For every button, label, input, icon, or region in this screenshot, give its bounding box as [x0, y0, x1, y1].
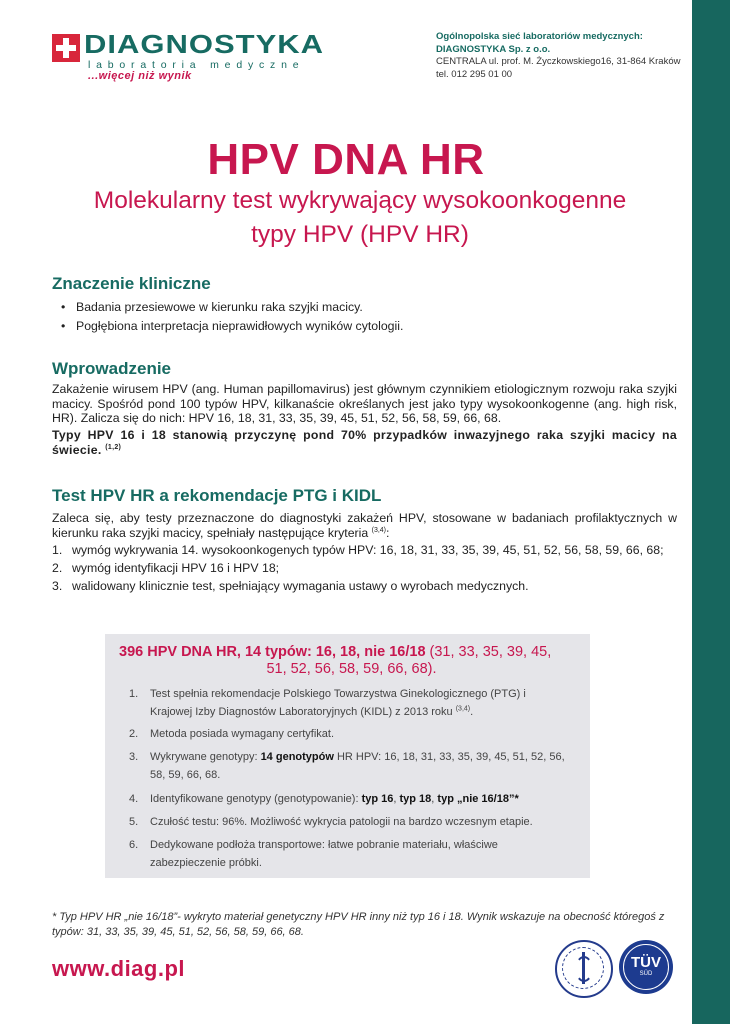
item-post: HR HPV: 16, 18, 31, 33, 35, 39, 45, 51, 52, 56, 58, 59, 66, 68.	[150, 751, 565, 781]
list-item	[129, 837, 565, 872]
tuv-label: TÜV	[631, 954, 661, 971]
box-heading	[119, 643, 584, 661]
list-item	[61, 316, 404, 336]
contact-phone: tel. 012 295 01 00	[436, 68, 513, 80]
item-text: wymóg wykrywania 14. wysokoonkogenych typów HPV: 16, 18, 31, 33, 35, 39, 45, 51, 52, 56, 58, 59, 66, 68;	[72, 543, 664, 557]
bullet-text: Pogłębiona interpretacja nieprawidłowych wyników cytologii.	[76, 319, 404, 333]
logo-tagline: ...więcej niż wynik	[88, 70, 192, 82]
list-item	[129, 814, 565, 832]
page-subtitle	[60, 184, 660, 252]
list-item	[129, 749, 565, 784]
subtitle-line-1: Molekularny test wykrywający wysokoonkogenne	[93, 187, 627, 214]
item-text: Dedykowane podłoża transportowe: łatwe pobranie materiału, właściwe zabezpieczenie próbki.	[150, 839, 498, 869]
list-item	[52, 577, 529, 595]
list-item	[61, 297, 363, 317]
reference-mark: (3,4)	[455, 704, 471, 712]
snake-icon	[575, 956, 593, 982]
list-item	[129, 726, 565, 744]
list-item	[129, 791, 565, 809]
item-bold-type16: typ 16	[361, 793, 394, 805]
website-link[interactable]: www.diag.pl	[52, 956, 186, 981]
list-item	[129, 686, 565, 721]
item-bold: 14 genotypów	[260, 751, 334, 763]
bullet-icon: •	[61, 319, 66, 333]
reference-mark: (3,4)	[371, 526, 387, 534]
section-heading-intro: Wprowadzenie	[52, 359, 172, 378]
item-number: 1.	[52, 543, 63, 557]
item-text: Czułość testu: 96%. Możliwość wykrycia patologii na bardzo wczesnym etapie.	[150, 816, 533, 828]
item-number: 6.	[129, 839, 139, 851]
tuv-certificate-badge	[619, 940, 673, 994]
item-end: .	[470, 705, 474, 718]
item-text: Metoda posiada wymagany certyfikat.	[150, 728, 335, 740]
diagnostyka-logo[interactable]	[52, 30, 352, 82]
page-title: HPV DNA HR	[207, 135, 485, 184]
list-item	[52, 559, 279, 577]
medical-cross-icon	[52, 34, 80, 62]
bullet-icon: •	[61, 300, 66, 314]
intro-bold-statement	[52, 428, 677, 457]
item-number: 3.	[52, 579, 63, 593]
section-heading-recommendations: Test HPV HR a rekomendacje PTG i KIDL	[52, 486, 382, 505]
contact-info	[436, 31, 680, 81]
contact-network: Ogólnopolska sieć laboratoriów medycznych:	[436, 31, 643, 42]
item-number: 2.	[129, 728, 139, 740]
box-heading-line-2: 51, 52, 56, 58, 59, 66, 68).	[266, 661, 437, 677]
item-bold-not1618: typ „nie 16/18”*	[437, 793, 519, 805]
subtitle-line-2: typy HPV (HPV HR)	[251, 221, 469, 248]
item-text: wymóg identyfikacji HPV 16 i HPV 18;	[72, 561, 280, 575]
item-number: 3.	[129, 751, 139, 763]
list-item	[52, 541, 664, 559]
bold-text: Typy HPV 16 i 18 stanowią przyczynę pond 70% przypadków inwazyjnego raka szyjki macicy na świecie.	[52, 428, 677, 457]
item-sep: ,	[431, 793, 438, 805]
right-sidebar-stripe	[692, 0, 730, 1024]
para-end: :	[386, 525, 390, 540]
item-text: Test spełnia rekomendacje Polskiego Towarzystwa Ginekologicznego (PTG) i Krajowej Izby Diagnostów Laboratoryjnych (KIDL) z 2013 roku	[150, 688, 526, 718]
recommendations-paragraph	[52, 511, 677, 540]
footnote: * Typ HPV HR „nie 16/18”- wykryto materiał genetyczny HPV HR inny niż typ 16 i 18. Wynik wskazuje na obecność któregoś z typów: 31, 33, 35, 39, 45, 51, 52, 56, 58, 59, 66, 68.	[52, 911, 665, 938]
item-pre: Wykrywane genotypy:	[150, 751, 261, 763]
tuv-sub-label: SÜD	[639, 971, 653, 977]
section-heading-clinical: Znaczenie kliniczne	[52, 274, 211, 293]
item-number: 1.	[129, 688, 139, 700]
logo-subtitle: laboratoria medyczne	[88, 59, 305, 71]
accreditation-seal-icon	[555, 940, 613, 998]
item-pre: Identyfikowane genotypy (genotypowanie):	[150, 793, 362, 805]
bullet-text: Badania przesiewowe w kierunku raka szyjki macicy.	[76, 300, 363, 314]
item-number: 2.	[52, 561, 63, 575]
box-heading-bold: 396 HPV DNA HR, 14 typów: 16, 18, nie 16/18	[119, 644, 426, 660]
contact-address: CENTRALA ul. prof. M. Życzkowskiego16, 31-864 Kraków	[436, 56, 681, 67]
test-info-box	[105, 634, 590, 878]
item-number: 4.	[129, 793, 139, 805]
intro-paragraph: Zakażenie wirusem HPV (ang. Human papillomavirus) jest głównym czynnikiem etiologicznym rozwoju raka szyjki macicy. Spośród pond 100 typów HPV, kilkanaście określanych jest jako typy wysokoonkogenne (ang. high risk, HR). Zalicza się do nich: HPV 16, 18, 31, 33, 35, 39, 45, 51, 52, 56, 58, 59, 66, 68.	[52, 382, 677, 425]
logo-brand: DIAGNOSTYKA	[84, 29, 325, 59]
box-heading-rest: (31, 33, 35, 39, 45,	[425, 644, 552, 660]
contact-company: DIAGNOSTYKA Sp. z o.o.	[436, 43, 551, 55]
para-text: Zaleca się, aby testy przeznaczone do diagnostyki zakażeń HPV, stosowane w badaniach profilaktycznych w kierunku raka szyjki macicy, spełniały następujące kryteria	[52, 511, 677, 540]
item-bold-type18: typ 18	[399, 793, 432, 805]
item-number: 5.	[129, 816, 139, 828]
reference-mark: (1,2)	[105, 443, 122, 451]
item-sep: ,	[393, 793, 400, 805]
item-text: walidowany klinicznie test, spełniający wymagania ustawy o wyrobach medycznych.	[72, 579, 529, 593]
